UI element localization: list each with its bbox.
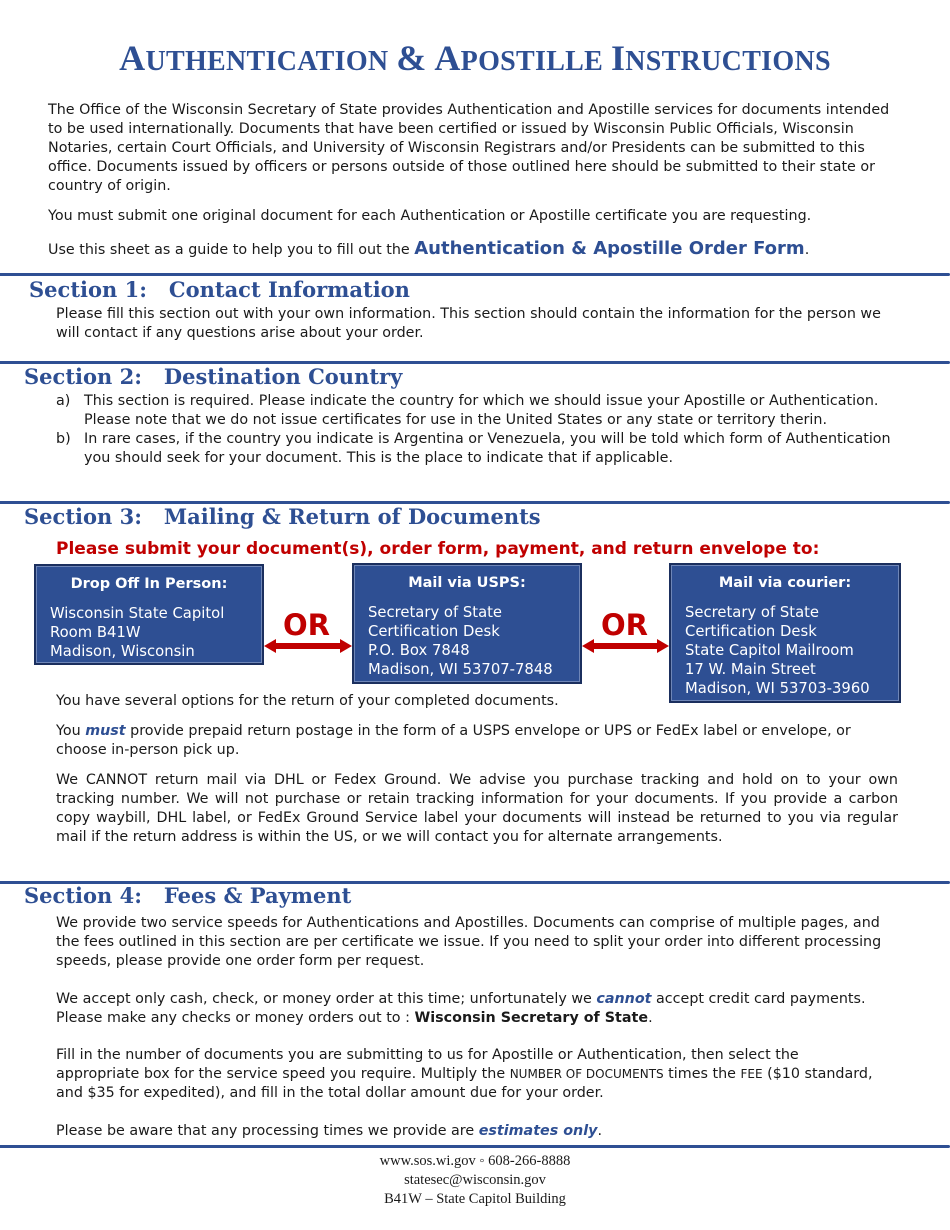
section-1-heading: Section 1: Contact Information xyxy=(29,277,410,302)
submit-instruction: Please submit your document(s), order form, payment, and return envelope to: xyxy=(56,539,820,559)
or-label: OR xyxy=(601,608,648,642)
double-arrow-icon xyxy=(582,638,669,654)
footer-divider xyxy=(0,1145,950,1148)
drop-off-address-box: Drop Off In Person: Wisconsin State Capitol Room B41W Madison, Wisconsin xyxy=(34,564,264,665)
page-title: AUTHENTICATION & APOSTILLE INSTRUCTIONS xyxy=(119,38,831,78)
footer: www.sos.wi.gov ◦ 608-266-8888 statesec@wisconsin.gov B41W – State Capitol Building xyxy=(0,1152,950,1209)
usps-address-box: Mail via USPS: Secretary of State Certification Desk P.O. Box 7848 Madison, WI 53707-7848 xyxy=(352,563,582,684)
intro-order-form-note: Use this sheet as a guide to help you to fill out the Authentication & Apostille Order Form. xyxy=(48,238,810,259)
or-label: OR xyxy=(283,608,330,642)
section-2-list xyxy=(56,392,896,468)
intro-original-document-note: You must submit one original document for each Authentication or Apostille certificate you are requesting. xyxy=(48,208,812,224)
usps-title: Mail via USPS: xyxy=(408,575,526,591)
double-arrow-icon xyxy=(264,638,352,654)
drop-off-title: Drop Off In Person: xyxy=(70,576,228,592)
return-carrier-text: We CANNOT return mail via DHL or Fedex Ground. We advise you purchase tracking and hold on to your own tracking number. We will not purchase or retain tracking information for your documents. If you provide a carbon copy waybill, DHL label, or FedEx Ground Service label your documents will instead be returned to you via regular mail if the return address is within the US, or we will contact you for alternate arrangements. xyxy=(56,772,898,845)
list-item: b) In rare cases, if the country you indicate is Argentina or Venezuela, you will be told which form of Authentication you should seek for your document. This is the place to indicate that if applicable. xyxy=(56,431,891,466)
section-2-heading: Section 2: Destination Country xyxy=(24,364,403,389)
return-postage-text: You must provide prepaid return postage in the form of a USPS envelope or UPS or FedEx label or envelope, or choose in-person pick up. xyxy=(56,723,851,758)
section-1-divider xyxy=(0,273,950,276)
return-options-text: You have several options for the return of your completed documents. xyxy=(56,693,559,709)
processing-times-note: Please be aware that any processing times we provide are estimates only. xyxy=(56,1123,602,1139)
intro-paragraph: The Office of the Wisconsin Secretary of State provides Authentication and Apostille services for documents intended to be used internationally. Documents that have been certified or issued by Wisconsin Public Officials, Wisconsin Notaries, certain Court Officials, and University of Wisconsin Registrars and/or Presidents can be submitted to this office. Documents issued by officers or persons outside of those outlined here should be submitted to their state or country of origin. xyxy=(48,102,890,194)
fee-calculation-text: Fill in the number of documents you are submitting to us for Apostille or Authentication, then select the appropriate box for the service speed you require. Multiply the NUMBER OF DOCUMENTS times the FEE ($10 standard, and $35 for expedited), and fill in the total dollar amount due for your order. xyxy=(56,1047,873,1101)
fees-service-speed-text: We provide two service speeds for Authentications and Apostilles. Documents can comprise of multiple pages, and the fees outlined in this section are per certificate we issue. If you need to split your order into different processing speeds, please provide one order form per request. xyxy=(56,915,882,969)
footer-email-link[interactable]: statesec@wisconsin.gov xyxy=(404,1172,546,1188)
courier-address-box: Mail via courier: Secretary of State Certification Desk State Capitol Mailroom 17 W. Main Street Madison, WI 53703-3960 xyxy=(669,563,901,703)
section-3-heading: Section 3: Mailing & Return of Documents xyxy=(24,504,541,529)
courier-title: Mail via courier: xyxy=(718,575,852,591)
section-1-text: Please fill this section out with your own information. This section should contain the information for the person we will contact if any questions arise about your order. xyxy=(56,306,881,341)
payment-methods-text: We accept only cash, check, or money order at this time; unfortunately we cannot accept credit card payments. Please make any checks or money orders out to : Wisconsin Secretary of State. xyxy=(56,991,866,1026)
footer-address: B41W – State Capitol Building xyxy=(384,1191,566,1207)
footer-phone: 608-266-8888 xyxy=(488,1153,571,1169)
section-4-heading: Section 4: Fees & Payment xyxy=(24,883,352,908)
order-form-link[interactable]: Authentication & Apostille Order Form xyxy=(414,238,805,259)
list-item: a) This section is required. Please indicate the country for which we should issue your Apostille or Authentication. Please note that we do not issue certificates for use in the United States or any state or territory therin. xyxy=(56,393,879,428)
footer-website-link[interactable]: www.sos.wi.gov xyxy=(379,1153,476,1169)
